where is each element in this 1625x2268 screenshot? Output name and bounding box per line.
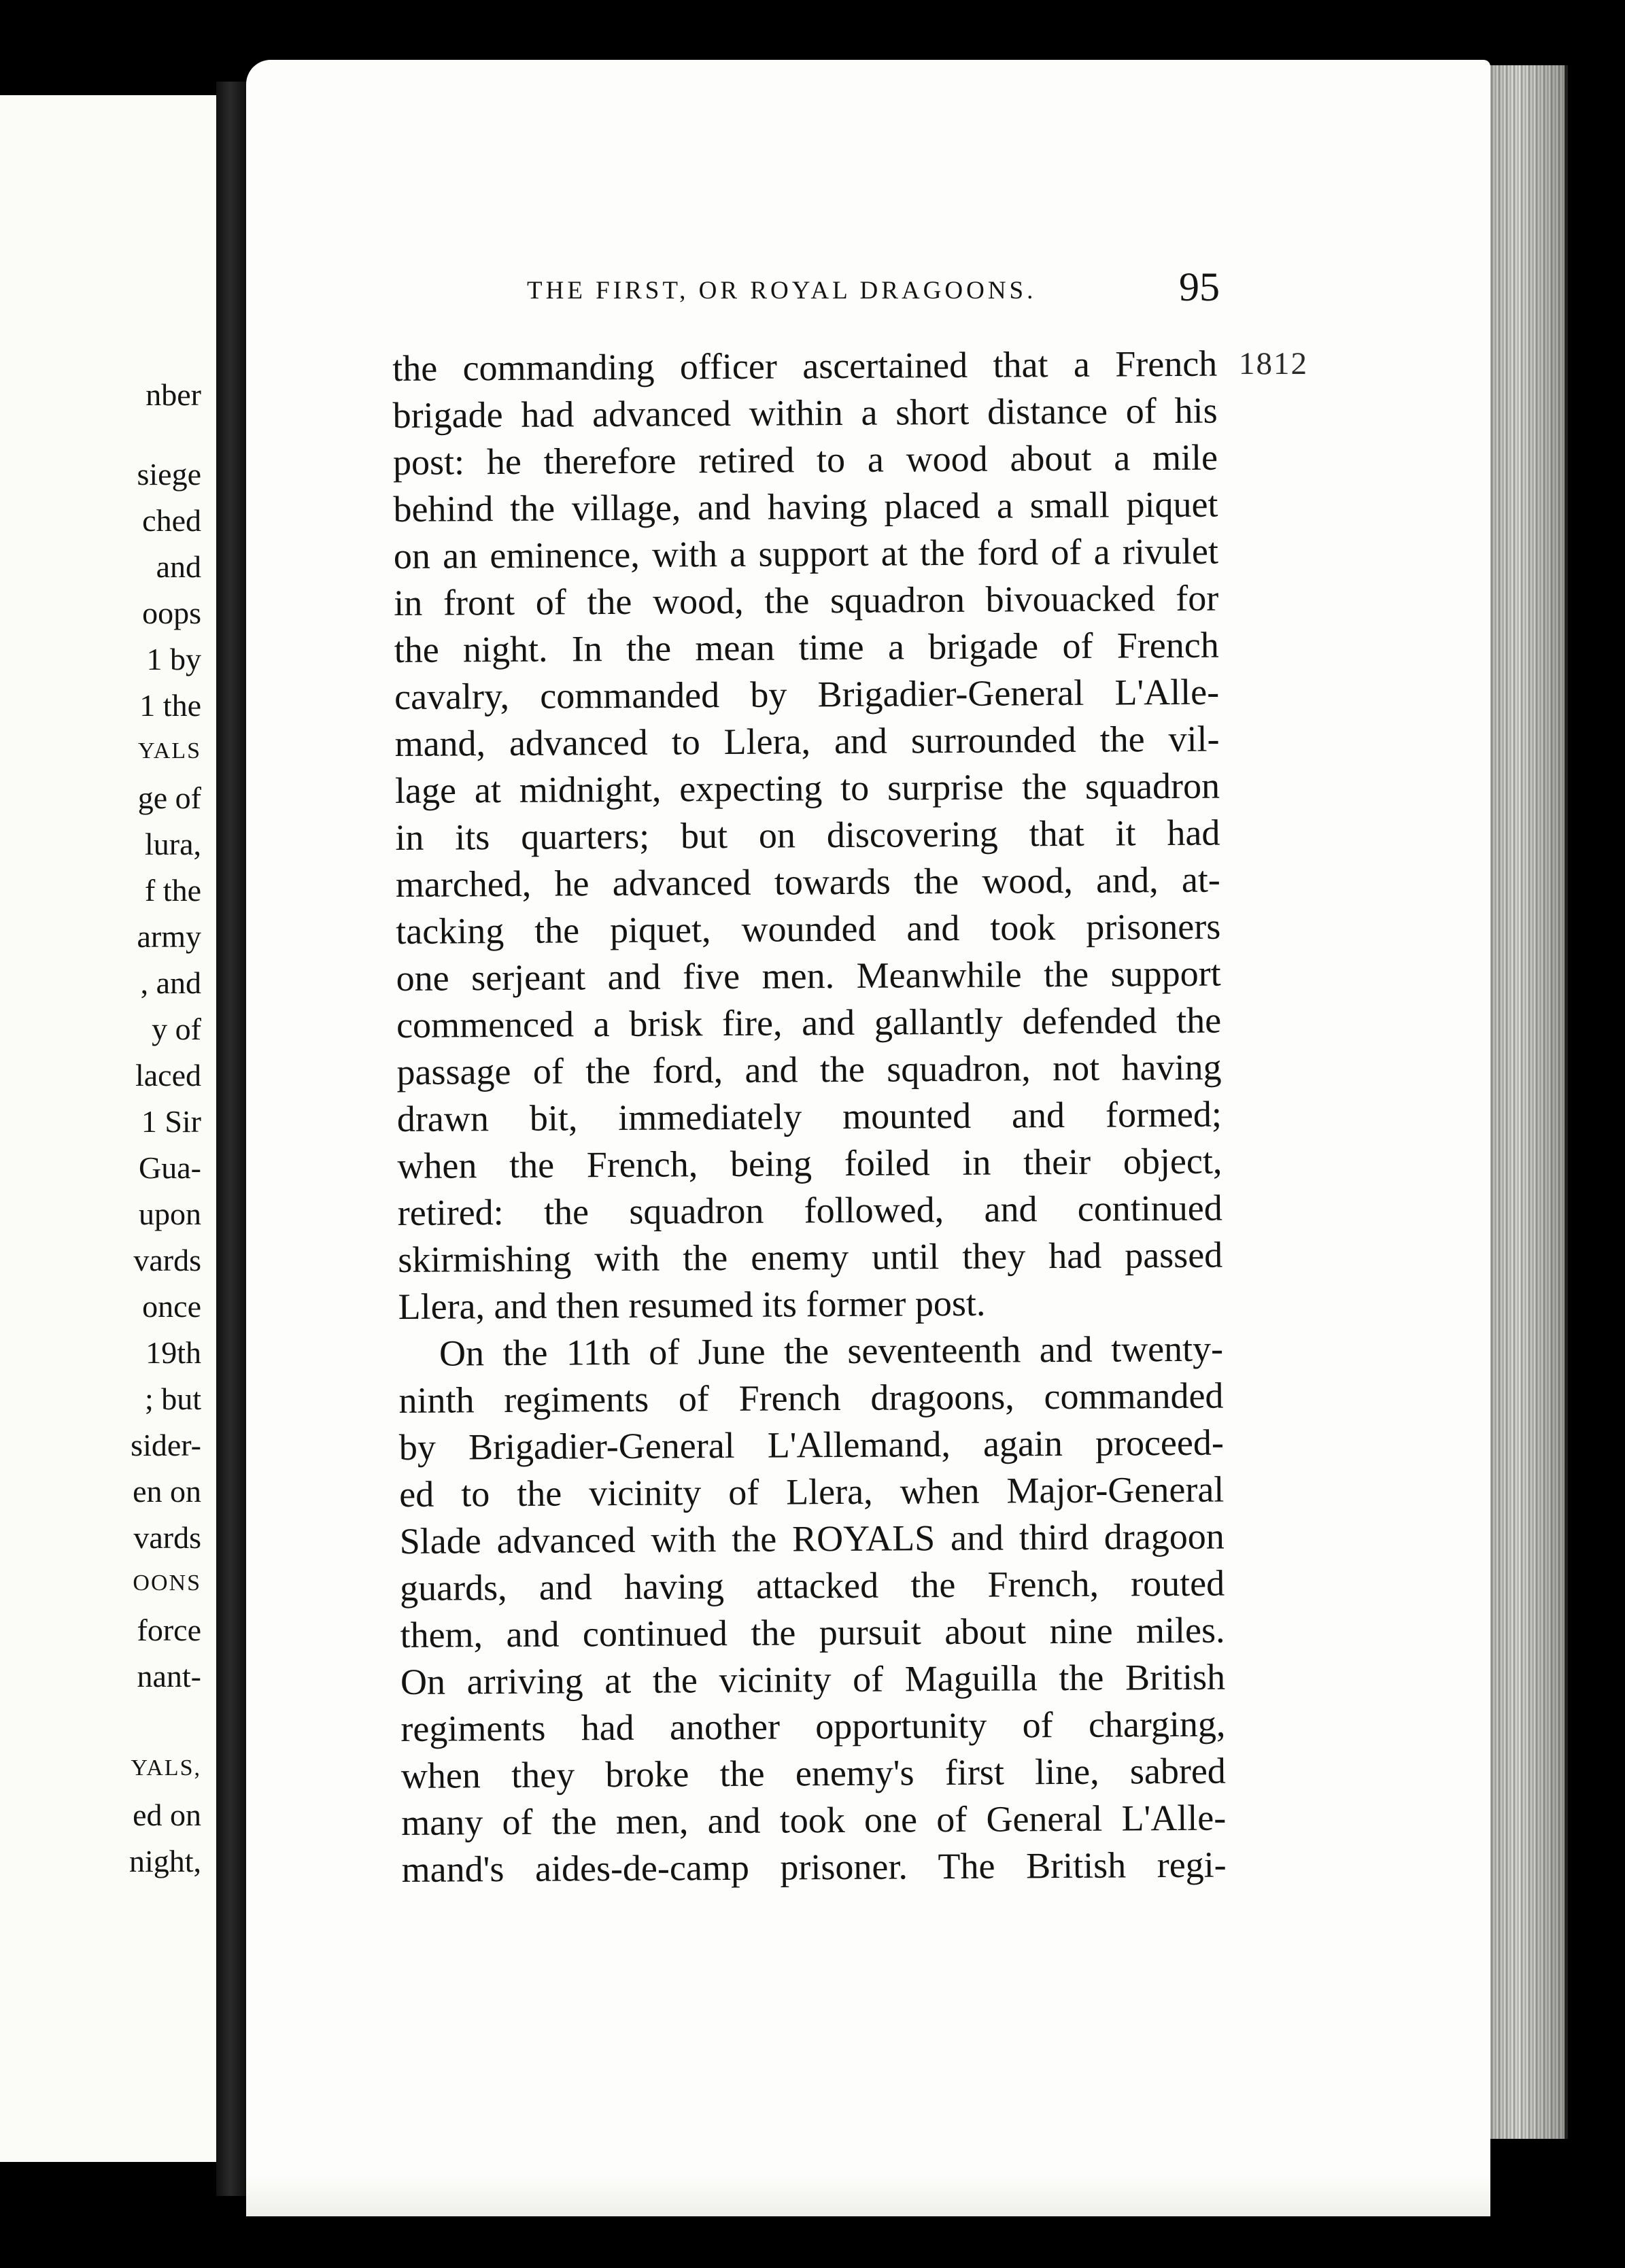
text-line-19: retired: the squadron followed, and continued <box>397 1187 1222 1233</box>
margin-year: 1812 <box>1239 346 1308 381</box>
book-gutter <box>216 82 247 2196</box>
text-line-9: mand, advanced to Llera, and surrounded the vil- <box>394 718 1220 764</box>
body-text <box>392 341 1227 1893</box>
text-line-15: commenced a brisk fire, and gallantly defended the <box>396 999 1222 1046</box>
text-line-17: drawn bit, immediately mounted and formed; <box>396 1093 1222 1139</box>
text-line-30: regiments had another opportunity of charging, <box>400 1703 1226 1749</box>
text-line-32: many of the men, and took one of General L'Alle- <box>401 1797 1227 1843</box>
text-line-13: tacking the piquet, wounded and took prisoners <box>396 906 1221 952</box>
left-line-6: 1 by <box>146 642 201 676</box>
left-line-13: , and <box>140 965 201 1000</box>
left-line-18: upon <box>139 1197 201 1231</box>
text-line-14: one serjeant and five men. Meanwhile the support <box>396 952 1221 999</box>
text-line-23: ninth regiments of French dragoons, commanded <box>398 1375 1224 1421</box>
left-line-9: ge of <box>137 780 201 815</box>
text-line-22: On the 11th of June the seventeenth and twenty- <box>439 1328 1224 1374</box>
left-line-30: YALS, <box>131 1755 201 1781</box>
left-line-28: nant- <box>137 1659 201 1694</box>
left-line-17: Gua- <box>139 1150 201 1185</box>
text-line-5: on an eminence, with a support at the ford of a rivulet <box>393 530 1219 577</box>
page-number: 95 <box>1179 264 1220 309</box>
text-line-2: brigade had advanced within a short distance of his <box>392 390 1218 436</box>
text-line-10: lage at midnight, expecting to surprise the squadron <box>394 765 1220 811</box>
left-line-10: lura, <box>144 827 201 861</box>
text-line-28: them, and continued the pursuit about nine miles. <box>400 1609 1225 1655</box>
left-line-21: 19th <box>146 1335 201 1370</box>
text-line-31: when they broke the enemy's first line, sabred <box>400 1750 1227 1796</box>
left-line-22: ; but <box>144 1381 201 1416</box>
left-line-32: night, <box>129 1844 201 1878</box>
left-line-8: YALS <box>137 738 201 763</box>
left-line-3: ched <box>142 503 201 538</box>
text-line-21: Llera, and then resumed its former post. <box>398 1282 986 1327</box>
left-line-11: f the <box>144 873 201 908</box>
text-line-4: behind the village, and having placed a small piquet <box>393 483 1218 530</box>
text-line-7: the night. In the mean time a brigade of French <box>394 624 1219 670</box>
text-line-26: Slade advanced with the ROYALS and third dragoon <box>399 1515 1225 1562</box>
text-line-3: post: he therefore retired to a wood about a mile <box>392 436 1218 483</box>
left-line-7: 1 the <box>139 688 201 723</box>
text-line-27: guards, and having attacked the French, routed <box>399 1562 1225 1609</box>
text-line-33: mand's aides-de-camp prisoner. The British regi- <box>401 1844 1227 1890</box>
text-line-20: skirmishing with the enemy until they had passed <box>398 1234 1223 1280</box>
main-page <box>246 60 1490 2212</box>
left-line-15: laced <box>135 1058 201 1093</box>
page-bottom-shade <box>246 2176 1490 2216</box>
text-line-1: the commanding officer ascertained that a French <box>392 343 1218 389</box>
text-line-6: in front of the wood, the squadron bivouacked for <box>394 577 1219 623</box>
left-line-5: oops <box>142 596 201 630</box>
left-line-14: y of <box>152 1012 201 1046</box>
left-line-24: en on <box>133 1474 201 1509</box>
page-edge-shade <box>1486 65 1564 2139</box>
text-line-16: passage of the ford, and the squadron, not having <box>396 1046 1222 1093</box>
left-line-27: force <box>137 1613 201 1647</box>
text-line-25: ed to the vicinity of Llera, when Major-General <box>399 1468 1225 1515</box>
running-head: THE FIRST, OR ROYAL DRAGOONS. <box>527 277 1037 305</box>
left-line-4: and <box>156 549 201 584</box>
left-line-23: sider- <box>131 1428 201 1462</box>
left-line-16: 1 Sir <box>141 1104 201 1139</box>
left-line-1: nber <box>146 377 201 412</box>
facing-page <box>0 95 220 2162</box>
left-line-25: vards <box>133 1520 201 1555</box>
left-line-26: OONS <box>133 1570 201 1596</box>
text-line-29: On arriving at the vicinity of Maguilla the British <box>400 1656 1226 1702</box>
text-line-11: in its quarters; but on discovering that it had <box>395 812 1220 858</box>
text-line-18: when the French, being foiled in their object, <box>397 1140 1222 1186</box>
text-line-8: cavalry, commanded by Brigadier-General L'Alle- <box>394 671 1220 717</box>
left-line-20: once <box>142 1289 201 1324</box>
left-line-31: ed on <box>133 1798 201 1832</box>
left-line-19: vards <box>133 1243 201 1277</box>
text-line-12: marched, he advanced towards the wood, and, at- <box>395 859 1221 905</box>
left-line-12: army <box>137 919 201 954</box>
text-line-24: by Brigadier-General L'Allemand, again proceed- <box>398 1422 1225 1468</box>
left-line-2: siege <box>137 457 201 492</box>
